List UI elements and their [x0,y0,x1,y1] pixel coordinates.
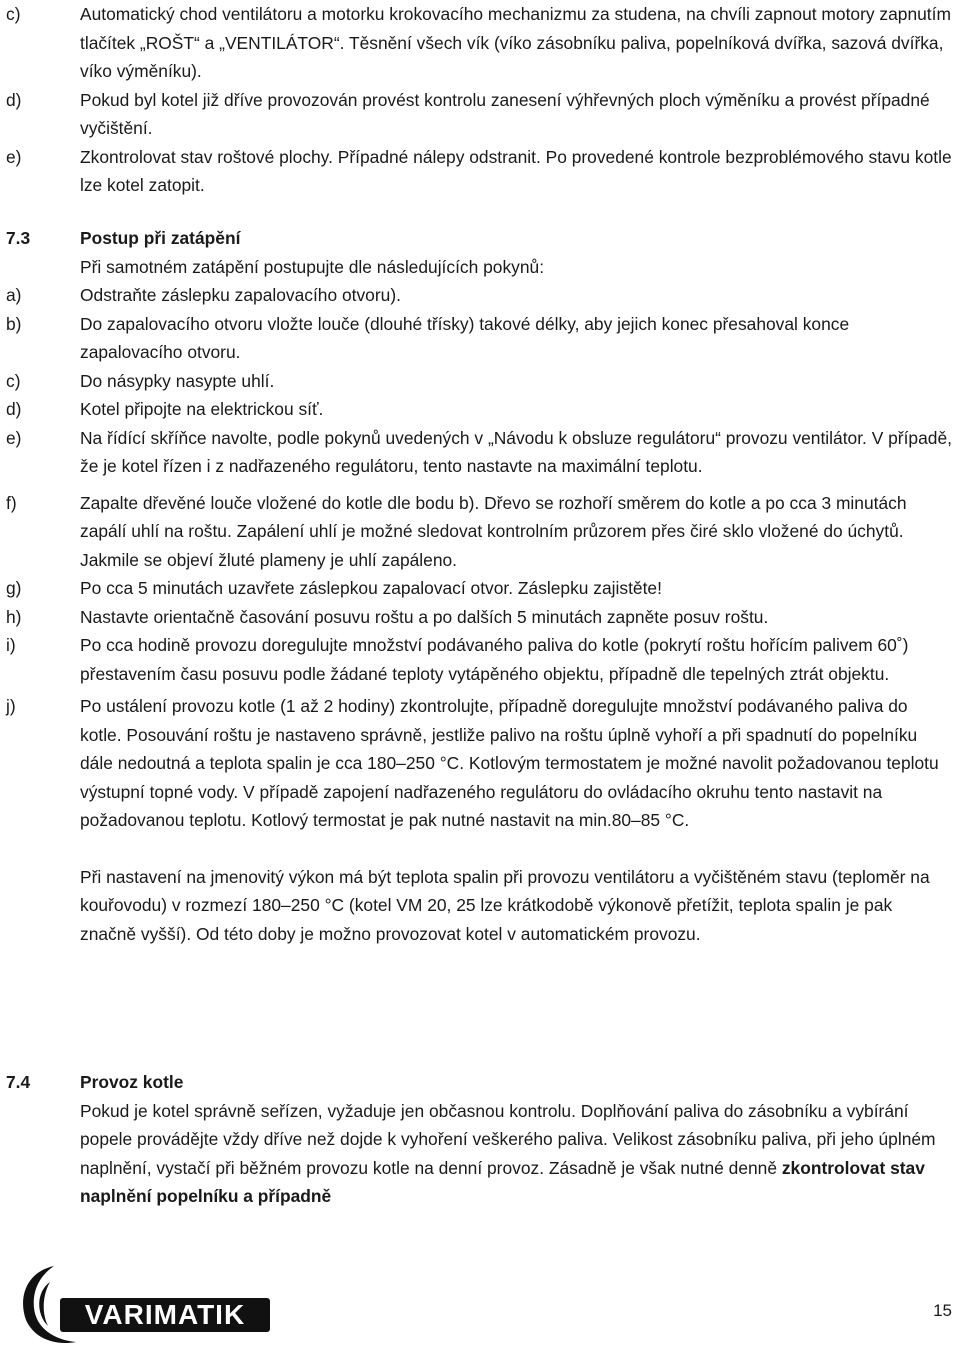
section-number: 7.4 [6,1072,31,1092]
item-text: Pokud byl kotel již dříve provozován provést kontrolu zanesení výhřevných ploch výměníku a provést případné vyčištění. [80,89,930,138]
list-item [0,395,952,424]
list-item [0,86,952,143]
list-item [0,281,952,310]
list-item [0,603,952,632]
list-item [0,631,952,688]
item-text: Po cca hodině provozu doregulujte množství podávaného paliva do kotle (pokrytí roštu hořícím palivem 60˚) přestavením času posuvu podle žádané teploty vytápěného objektu, případně dle tepelných ztrát objektu. [80,635,909,684]
item-label: h) [6,606,22,627]
item-text: Automatický chod ventilátoru a motorku krokovacího mechanizmu za studena, na chvíli zapnout motory zapnutím tlačítek „ROŠT“ a „VENTILÁTOR“. Těsnění všech vík (víko zásobníku paliva, popelníková dvířka, sazová dvířka, víko výměníku). [80,4,951,81]
list-item [0,424,952,481]
section-note: Při nastavení na jmenovitý výkon má být teplota spalin při provozu ventilátoru a vyčištěném stavu (teploměr na kouřovodu) v rozmezí 180–250 °C (kotel VM 20, 25 lze krátkodobě výkonově přetížit, teplota spalin je pak značně vyšší). Od této doby je možno provozovat kotel v automatickém provozu. [80,866,930,944]
item-label: e) [6,427,22,448]
item-label: d) [6,399,22,419]
section-7-4 [0,1068,960,1211]
section-number: 7.3 [6,228,31,248]
section-title: Provoz kotle [80,1072,184,1092]
item-text: Po ustálení provozu kotle (1 až 2 hodiny) zkontrolujte, případně doregulujte množství podávaného paliva do kotle. Posouvání roštu je nastaveno správně, jestliže palivo na roštu úplně vyhoří a při spadnutí do popelníku dále nedoutná a teplota spalin je cca 180–250 °C. Kotlovým termostatem je možné navolit požadovanou teplotu výstupní topné vody. V případě zapojení nadřazeného regulátoru do ovládacího okruhu tento nastavit na požadovanou teplotu. Kotlový termostat je pak nutné nastavit na min.80–85 °C. [80,696,939,830]
item-text: Nastavte orientačně časování posuvu roštu a po dalších 5 minutách zapněte posuv roštu. [80,606,769,627]
item-label: a) [6,285,22,305]
item-label: i) [6,635,16,655]
section-7-3 [0,224,960,948]
list-item [0,0,952,86]
item-text: Kotel připojte na elektrickou síť. [80,399,324,419]
varimatik-logo [14,1262,274,1346]
list-item [0,692,952,835]
item-label: c) [6,4,21,24]
list-item [0,310,952,367]
item-label: e) [6,146,22,167]
item-label: g) [6,578,22,598]
list-item [0,143,952,200]
item-label: f) [6,492,17,513]
item-label: j) [6,696,16,716]
list-item [0,489,952,575]
item-text: Na řídící skříňce navolte, podle pokynů uvedených v „Návodu k obsluze regulátoru“ provozu ventilátor. V případě, že je kotel řízen i z nadřazeného regulátoru, tento nastavte na maximální teplotu. [80,427,952,476]
item-label: b) [6,313,22,334]
intro-list [0,0,960,200]
item-label: c) [6,370,21,391]
item-text: Po cca 5 minutách uzavřete záslepkou zapalovací otvor. Záslepku zajistěte! [80,578,662,598]
section-heading [0,1068,952,1097]
section-heading [0,224,952,253]
body-text: Pokud je kotel správně seřízen, vyžaduje jen občasnou kontrolu. Doplňování paliva do zásobníku a vybírání popele provádějte vždy dříve než dojde k vyhoření veškerého paliva. Velikost zásobníku paliva, při jeho úplném naplnění, vystačí při běžném provozu kotle na denní provoz. Zásadně je však nutné denně [80,1100,936,1178]
item-text: Odstraňte záslepku zapalovacího otvoru). [80,285,401,305]
list-item [0,367,952,396]
item-text: Zapalte dřevěné louče vložené do kotle dle bodu b). Dřevo se rozhoří směrem do kotle a po cca 3 minutách zapálí uhlí na roštu. Zapálení uhlí je možné sledovat kontrolním průzorem přes čiré sklo vložené do úchytů. Jakmile se objeví žluté plameny je uhlí zapáleno. [80,492,907,570]
item-text: Do násypky nasypte uhlí. [80,370,275,391]
page-number: 15 [933,1301,952,1320]
item-label: d) [6,89,22,110]
section-body [0,1097,952,1211]
list-item [0,574,952,603]
section-title: Postup při zatápění [80,228,241,248]
item-text: Do zapalovacího otvoru vložte louče (dlouhé třísky) takové délky, aby jejich konec přesahoval konce zapalovacího otvoru. [80,313,850,362]
logo-graphic [14,1262,274,1346]
section-intro: Při samotném zatápění postupujte dle následujících pokynů: [80,256,545,277]
item-text: Zkontrolovat stav roštové plochy. Případné nálepy odstranit. Po provedené kontrole bezproblémového stavu kotle lze kotel zatopit. [80,146,952,195]
logo-wordmark: VARIMATIK [84,1299,246,1330]
body-text-bold: zkontrolovat stav naplnění popelníku a případně [80,1157,925,1206]
